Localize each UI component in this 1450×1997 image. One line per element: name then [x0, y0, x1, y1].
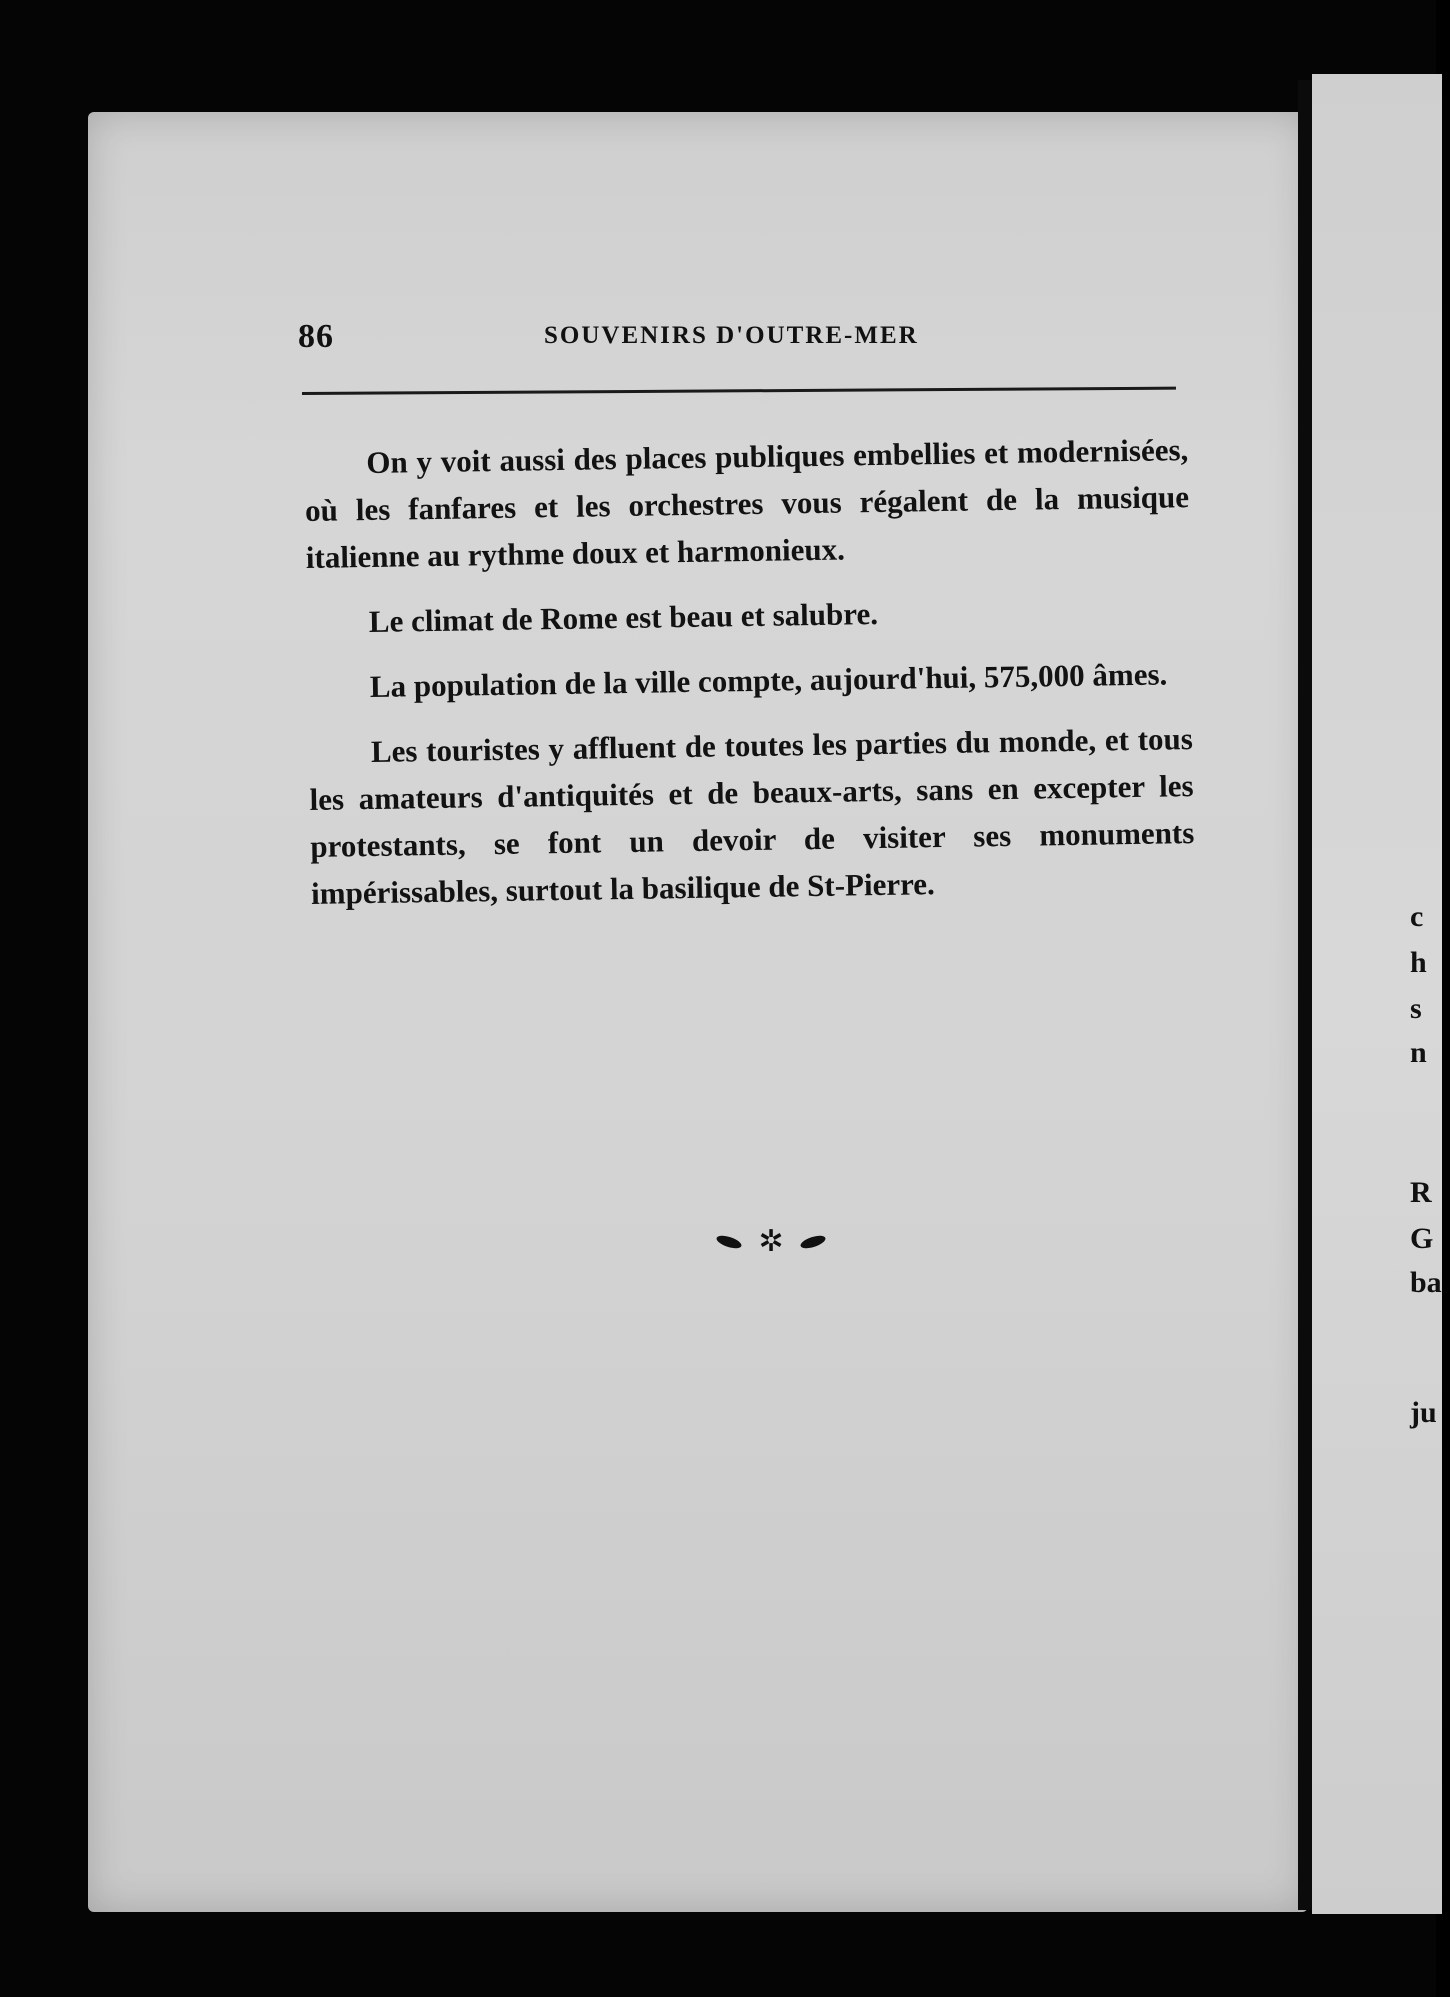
book-gutter: [1298, 80, 1312, 1910]
paragraph: Le climat de Rome est beau et salubre.: [368, 596, 879, 640]
body-text: [304, 426, 1196, 935]
right-page-edge: [1312, 74, 1442, 1914]
ornament-star-icon: ✲: [758, 1224, 784, 1259]
section-ornament: [716, 1222, 826, 1262]
paragraph: Les touristes y affluent de toutes les parties du monde, et tous les amateurs d'antiquités et de beaux-arts, sans en excepter les protestants, se font un devoir de visiter ses monuments impérissables, surtout la basilique de St-Pierre.: [309, 721, 1195, 911]
left-page: [88, 112, 1308, 1912]
facing-fragment: h: [1410, 946, 1427, 979]
facing-fragment: c: [1410, 900, 1424, 933]
paragraph: On y voit aussi des places publiques embellies et modernisées, où les fanfares et les orchestres vous régalent de la musique italienne au rythme doux et harmonieux.: [304, 432, 1190, 575]
ornament-leaf-right: [799, 1233, 827, 1251]
ornament-leaf-left: [715, 1233, 743, 1251]
facing-fragment: ju: [1410, 1396, 1437, 1429]
facing-fragment: s: [1410, 992, 1422, 1025]
facing-fragment: ba: [1410, 1266, 1442, 1299]
facing-fragment: n: [1410, 1036, 1427, 1069]
facing-fragment: R: [1410, 1176, 1432, 1209]
facing-fragment: G: [1410, 1222, 1434, 1255]
running-title: SOUVENIRS D'OUTRE-MER: [544, 322, 919, 349]
paragraph: La population de la ville compte, aujourd'hui, 575,000 âmes.: [369, 656, 1168, 704]
running-head: [298, 318, 1178, 358]
page-number: 86: [298, 318, 334, 355]
